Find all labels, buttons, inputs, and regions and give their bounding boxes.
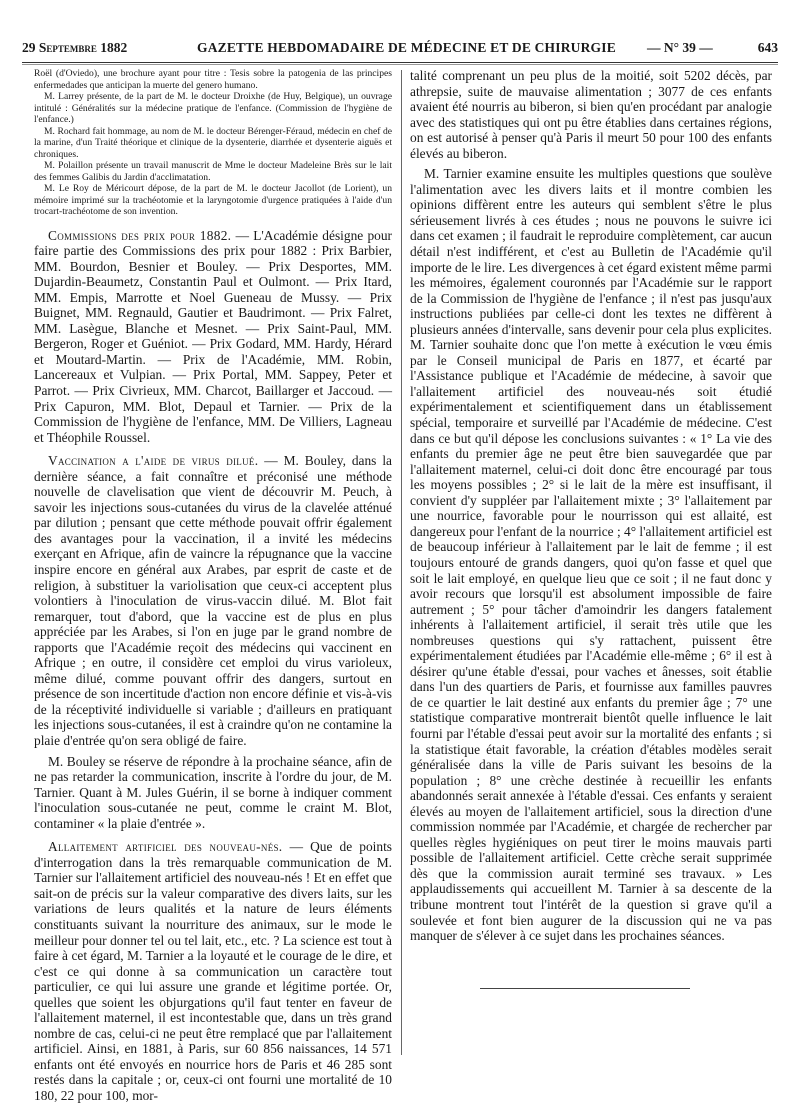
commissions-heading: Commissions des prix pour 1882. (48, 227, 232, 243)
end-rule (480, 988, 690, 989)
header-date: 29 Septembre 1882 (22, 40, 128, 55)
commissions-text: — L'Académie désigne pour faire partie des Commissions des prix pour 1882 : Prix Barbier, MM. Bourdon, Besnier et Bouley. — Prix Desportes, MM. Dujardin-Beaumetz, Constantin Paul et Oulmont. — Prix Itard, MM. Empis, Marrotte et Noel Gueneau de Mussy. — Prix Buignet, MM. Regnauld, Gautier et Baudrimont. — Prix Falret, MM. Lasègue, Blanche et Mesnet. — Prix Saint-Paul, MM. Bergeron, Roger et Guéniot. — Prix Godard, MM. Hardy, Hérard et Moutard-Martin. — Prix de l'Académie, MM. Robin, Lancereaux et Vulpian. — Prix Portal, MM. Sappey, Peter et Parrot. — Prix Civrieux, MM. Charcot, Baillarger et Jaccoud. — Prix Capuron, MM. Blot, Depaul et Tarnier. — Prix de la Commission de l'hygiène de l'enfance, MM. De Villiers, Lagneau et Théophile Roussel. (34, 227, 392, 445)
note-le-roy: M. Le Roy de Méricourt dépose, de la part de M. le docteur Jacollot (de Lorient), un mémoire imprimé sur la trachéotomie et la laryngotomie d'urgence pratiquées à l'aide d'un trocart-trachéotome de son invention. (34, 183, 392, 217)
running-header (22, 38, 778, 58)
vaccination-text: — M. Bouley, dans la dernière séance, a fait connaître et préconisé une méthode nouvelle de clavelisation que vient de découvrir M. Peuch, à savoir les injections sous-cutanées du virus de la clavelée atténué par dilution ; pensant que cette méthode pouvait offrir également des avantages pour la vaccination, il a invité les médecins exerçant en Afrique, afin de vaincre la répugnance que la vaccine inspire encore en général aux Arabes, par esprit de caste et de religion, à substituer la variolisation que ceux-ci acceptent plus volontiers à l'inoculation de virus-vaccin dilué. M. Blot fait remarquer, tout d'abord, que la vaccine est de plus en plus appréciée par les Arabes, si l'on en juge par le grand nombre de rapports que l'Académie reçoit des médecins qui vaccinent en Afrique ; en outre, il considère cet emploi du virus varioleux, même dilué, comme pouvant offrir des dangers, surtout en présence de son incertitude d'action non encore définie et vis-à-vis de la réceptivité individuelle si variable ; d'ailleurs en pratiquant les injections sous-cutanées, il est à craindre qu'on ne contamine la plaie d'entrée qu'on sera obligé de faire. (34, 453, 392, 748)
allaitement-paragraph (34, 839, 392, 1103)
header-rule-thin (22, 64, 778, 65)
note-roel: Roël (d'Oviedo), une brochure ayant pour titre : Tesis sobre la patogenia de las principes enfermedades que anticipan la muerte del genero humano. (34, 68, 392, 91)
allaitement-heading: Allaitement artificiel des nouveau-nés. (48, 839, 283, 855)
vaccination-reply: M. Bouley se réserve de répondre à la prochaine séance, afin de ne pas retarder la communication, inscrite à l'ordre du jour, de M. Tarnier. Quant à M. Jules Guérin, il se borne à indiquer comment l'inoculation sous-cutanée ne peut, comme le craint M. Blot, contaminer « la plaie d'entrée ». (34, 753, 392, 831)
page-number: 643 (757, 40, 778, 55)
right-column (410, 68, 772, 949)
allaitement-text: — Que de points d'interrogation dans la très remarquable communication de M. Tarnier sur l'allaitement artificiel des nouveau-nés ! Et en effet que sait-on de précis sur la valeur comparative des divers laits, sur les variations de leurs qualités et la nature de leurs éléments constituants suivant la nourriture des animaux, sur le mode le meilleur pour donner tel ou tel lait, etc., etc. ? La science est tout à faire à cet égard, M. Tarnier a la loyauté et le courage de le dire, et c'est ce qui donne à sa communication un caractère tout particulier, ce qui lui assure une grande et légitime portée. Or, quelles que soient les objurgations qu'il faut tenter en faveur de l'allaitement maternel, il est incontestable que, dans un très grand nombre de cas, celui-ci ne peut être remplacé que par l'allaitement artificiel. Ainsi, en 1881, à Paris, sur 60 856 naissances, 14 571 enfants ont été envoyés en nourrice hors de Paris et 46 285 sont restés dans la capitale ; or, ceux-ci ont fourni une mortalité de 10 180, 22 pour 100, mor- (34, 839, 392, 1104)
column-divider (401, 70, 402, 1055)
note-polaillon: M. Polaillon présente un travail manuscrit de Mme le docteur Madeleine Brès sur le lait des femmes Galibis du Jardin d'acclimatation. (34, 160, 392, 183)
vaccination-heading: Vaccination a l'aide de virus dilué. (48, 453, 259, 469)
left-body (34, 228, 392, 1104)
commissions-paragraph (34, 228, 392, 446)
vaccination-paragraph (34, 453, 392, 748)
journal-title: GAZETTE HEBDOMADAIRE DE MÉDECINE ET DE CHIRURGIE (197, 40, 616, 55)
note-larrey: M. Larrey présente, de la part de M. le docteur Droixhe (de Huy, Belgique), un ouvrage intitulé : Généralités sur la médecine pratique de l'enfance. (Commission de l'hygiène de l'enfance.) (34, 91, 392, 125)
correspondence-notes (34, 68, 392, 218)
tarnier-paragraph: M. Tarnier examine ensuite les multiples questions que soulève l'alimentation avec les divers laits et il montre combien les opinions diffèrent entre les auteurs qui semblent s'être le plus sérieusement livrés à ces études ; nous ne pouvons le suivre ici dans cet examen ; il faudrait le reproduire complètement, car aucun détail n'est indifférent, et c'est au Bulletin de l'Académie qu'il importe de le lire. Les divergences à cet égard existent même parmi les mémoires, également couronnés par l'Académie sur le rapport de la Commission de l'hygiène de l'enfance ; il n'est pas jusqu'aux instructions publiées par celle-ci dont les textes ne diffèrent à plusieurs années d'intervalle, sans devenir pour cela plus explicites. M. Tarnier souhaite donc que l'on mette à exécution le vœu émis par le Conseil municipal de Paris en 1877, et écarté par l'Assistance publique et l'Académie de médecine, à savoir que l'allaitement artificiel des nouveau-nés soit étudié expérimentalement et scientifiquement dans un établissement spécial, temporaire et surveillé par l'Académie de médecine. C'est dans ce but qu'il dépose les conclusions suivantes : « 1° La vie des enfants du premier âge ne peut être bien sauvegardée que par l'allaitement maternel, celui-ci doit donc être encouragé par tous les moyens possibles ; 2° si le lait de la mère est insuffisant, il convient d'y suppléer par l'allaitement mixte ; 3° l'allaitement par une nourrice, favorable pour le nourrisson qui est allaité, est dangereux pour l'enfant de la nourrice ; 4° l'allaitement artificiel est de beaucoup inférieur à l'allaitement par le lait de femme ; il est toujours entouré de grands dangers, quoi qu'on fasse et quel que soit le lait employé, en quelque lieu que ce soit ; il ne faut donc y avoir recours que lorsqu'il est absolument impossible de faire autrement ; 5° pour tâcher d'amoindrir les dangers fatalement inhérents à l'allaitement artificiel, il serait très utile que les nombreuses questions qui s'y rattachent, puissent être expérimentalement étudiées par l'Académie elle-même ; 6° il est à désirer qu'une étable d'essai, pour vaches et ânesses, soit établie dans l'un des quartiers de Paris, et fournisse aux familles pauvres de ce quartier le lait destiné aux enfants du premier âge ; 7° une statistique comparative montrerait bientôt quelle influence le lait fourni par l'étable d'essai peut avoir sur la mortalité des enfants ; si la statistique était favorable, la création d'étables modèles serait généralisée dans la ville de Paris suivant les besoins de la population ; 8° une crèche destinée à recueillir les enfants abandonnés serait annexée à l'étable d'essai. Ces enfants y seraient élevés au moyen de l'allaitement artificiel, sous la direction d'une commission nommée par l'Académie, et chargée de rechercher par quelles règles hygiéniques on peut tirer le moins mauvais parti possible de l'allaitement artificiel. Cette crèche serait supprimée dès que la commission aurait terminé ses travaux. » Les applaudissements qui accueillent M. Tarnier à sa descente de la tribune montrent tout l'intérêt de la question si grave qu'il a soulevée et font bien augurer de la discussion qui ne va pas manquer de s'élever à ce sujet dans les prochaines séances. (410, 166, 772, 944)
issue-number: — N° 39 — (647, 40, 713, 55)
left-column (34, 68, 392, 1109)
continuation-paragraph: talité comprenant un peu plus de la moitié, soit 5202 décès, par athrepsie, suite de mauvaise alimentation ; 3077 de ces enfants avaient été nourris au biberon, si bien qu'en procédant par analogie avec des statistiques qui ont pu être établies dans certaines régions, on est autorisé à penser qu'à Paris il meurt 50 pour 100 des enfants élevés au biberon. (410, 68, 772, 161)
header-rule (22, 62, 778, 63)
note-rochard: M. Rochard fait hommage, au nom de M. le docteur Bérenger-Féraud, médecin en chef de la marine, d'un Traité théorique et clinique de la dysenterie, diarrhée et dysenterie aiguës et chroniques. (34, 125, 392, 160)
